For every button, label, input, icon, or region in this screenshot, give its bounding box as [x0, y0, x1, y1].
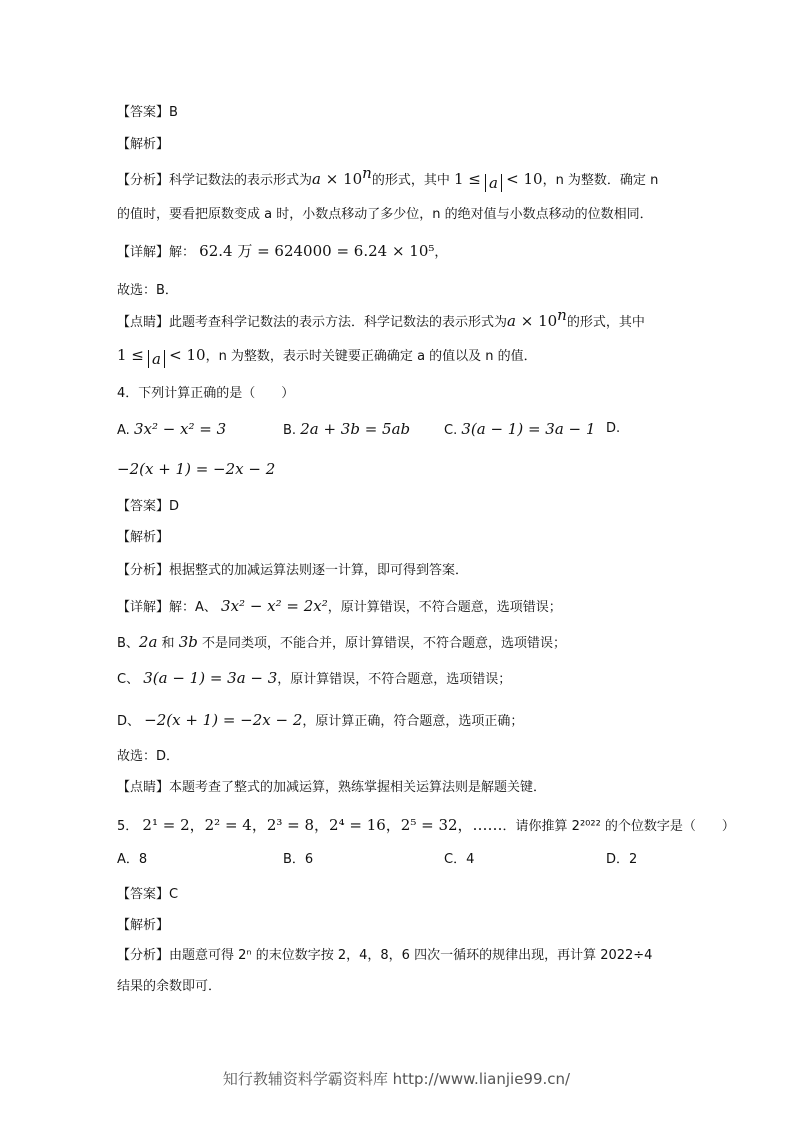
- q3-comment-abs-a: a: [148, 350, 165, 368]
- q3-comment-a: 【点睛】此题考查科学记数法的表示方法．科学记数法的表示形式为: [117, 315, 508, 330]
- q4-detail-d-text: ，原计算正确，符合题意，选项正确；: [302, 714, 524, 729]
- q4-detail-b-and: 和: [157, 636, 179, 651]
- q4-detail-a-label: 【详解】解：A、: [117, 600, 217, 615]
- q3-sci-n: n: [362, 164, 372, 182]
- q4-detail-a-text: ，原计算错误，不符合题意，选项错误；: [327, 600, 562, 615]
- q4-detail-b: [117, 633, 566, 653]
- q3-le1: 1 ≤: [454, 170, 481, 188]
- q4-option-c: [444, 420, 595, 440]
- q5-option-c: C．4: [444, 852, 475, 867]
- q3-abs-a: a: [485, 174, 502, 192]
- q4-detail-a-math: 3x² − x² = 2x²: [221, 597, 328, 615]
- q3-fenxi-b: 的形式，其中: [371, 173, 450, 188]
- q3-sci-a: a: [312, 170, 321, 188]
- q4-option-a-label: A.: [117, 423, 130, 438]
- q4-detail-b-math1: 2a: [138, 633, 158, 651]
- q3-fenxi-c: ，n 为整数．确定 n: [542, 173, 659, 188]
- q4-option-d-label: D.: [606, 421, 621, 436]
- q5-answer: 【答案】C: [117, 887, 179, 902]
- q4-detail-d-label: D、: [117, 714, 141, 729]
- q3-detail-label: 【详解】解：: [117, 245, 196, 260]
- footer-watermark: 知行教辅资料学霸资料库 http://www.lianjie99.cn/: [222, 1070, 571, 1088]
- q3-comment-b: 的形式，其中: [566, 315, 645, 330]
- q4-option-a-math: 3x² − x² = 3: [133, 420, 227, 438]
- q4-detail-d-math: −2(x + 1) = −2x − 2: [144, 711, 303, 729]
- q4-detail-b-text: 不是同类项，不能合并，原计算错误，不符合题意，选项错误；: [197, 636, 566, 651]
- q4-option-b: [283, 420, 410, 440]
- q3-comment-line2: [117, 346, 537, 368]
- q3-answer: 【答案】B: [117, 105, 178, 120]
- q4-stem: 4．下列计算正确的是（ ）: [117, 386, 295, 401]
- q4-option-b-label: B.: [283, 423, 297, 438]
- q3-fenxi-a: 【分析】科学记数法的表示形式为: [117, 173, 313, 188]
- q3-comment-le1: 1 ≤: [117, 346, 144, 364]
- q4-detail-b-math2: 3b: [178, 633, 198, 651]
- q4-detail-c-label: C、: [117, 672, 140, 687]
- q5-stem-tail: ．请你推算 2²⁰²² 的个位数字是（ ）: [502, 819, 735, 834]
- q5-stem: [117, 816, 735, 836]
- q3-choice: 故选：B．: [117, 283, 178, 298]
- q3-comment-sci-n: n: [557, 306, 567, 324]
- q3-comment-sci-a: a: [507, 312, 516, 330]
- q4-option-a: [117, 420, 226, 440]
- q5-option-a: A．8: [117, 852, 148, 867]
- q3-sci-times: × 10: [320, 170, 363, 188]
- q4-detail-d: [117, 711, 523, 731]
- q4-option-c-label: C.: [444, 423, 458, 438]
- q4-choice: 故选：D．: [117, 749, 180, 764]
- q4-option-d-expr: −2(x + 1) = −2x − 2: [117, 460, 276, 478]
- q3-comment-line1: [117, 306, 645, 332]
- q3-detail-end: ，: [434, 245, 448, 260]
- q4-answer: 【答案】D: [117, 499, 180, 514]
- q4-comment: 【点睛】本题考查了整式的加减运算，熟练掌握相关运算法则是解题关键．: [117, 780, 547, 795]
- q3-comment-sci-times: × 10: [515, 312, 558, 330]
- q4-option-b-math: 2a + 3b = 5ab: [300, 420, 411, 438]
- q5-num: 5．: [117, 819, 139, 834]
- q5-option-b: B．6: [283, 852, 314, 867]
- q3-lt10: < 10: [506, 170, 543, 188]
- q3-analysis-header: 【解析】: [117, 137, 170, 152]
- q5-option-d: D．2: [606, 852, 638, 867]
- q4-detail-a: [117, 597, 562, 617]
- q5-fenxi-line1: 【分析】由题意可得 2ⁿ 的末位数字按 2，4，8，6 四次一循环的规律出现，再计算 2022÷4: [117, 948, 653, 963]
- q4-detail-c-text: ，原计算错误，不符合题意，选项错误；: [277, 672, 512, 687]
- q3-detail: [117, 242, 447, 262]
- q4-detail-b-label: B、: [117, 636, 139, 651]
- q3-comment-lt10: < 10: [169, 346, 206, 364]
- q4-option-c-math: 3(a − 1) = 3a − 1: [461, 420, 596, 438]
- q3-comment-tail: ，n 为整数，表示时关键要正确确定 a 的值以及 n 的值．: [205, 349, 537, 364]
- q5-powers: 2¹ = 2，2² = 4，2³ = 8，2⁴ = 16，2⁵ = 32，……: [142, 816, 503, 834]
- q4-fenxi: 【分析】根据整式的加减运算法则逐一计算，即可得到答案．: [117, 563, 469, 578]
- q3-fenxi-line2: 的值时，要看把原数变成 a 时，小数点移动了多少位，n 的绝对值与小数点移动的位数相同．: [117, 207, 653, 222]
- q4-detail-c-math: 3(a − 1) = 3a − 3: [143, 669, 278, 687]
- q5-fenxi-line2: 结果的余数即可．: [117, 979, 222, 994]
- q3-fenxi-line1: [117, 164, 659, 192]
- q4-analysis-header: 【解析】: [117, 530, 170, 545]
- q5-analysis-header: 【解析】: [117, 918, 170, 933]
- q4-option-d-math: [117, 460, 275, 480]
- q3-detail-math: 62.4 万 = 624000 = 6.24 × 10⁵: [199, 242, 435, 260]
- q4-detail-c: [117, 669, 511, 689]
